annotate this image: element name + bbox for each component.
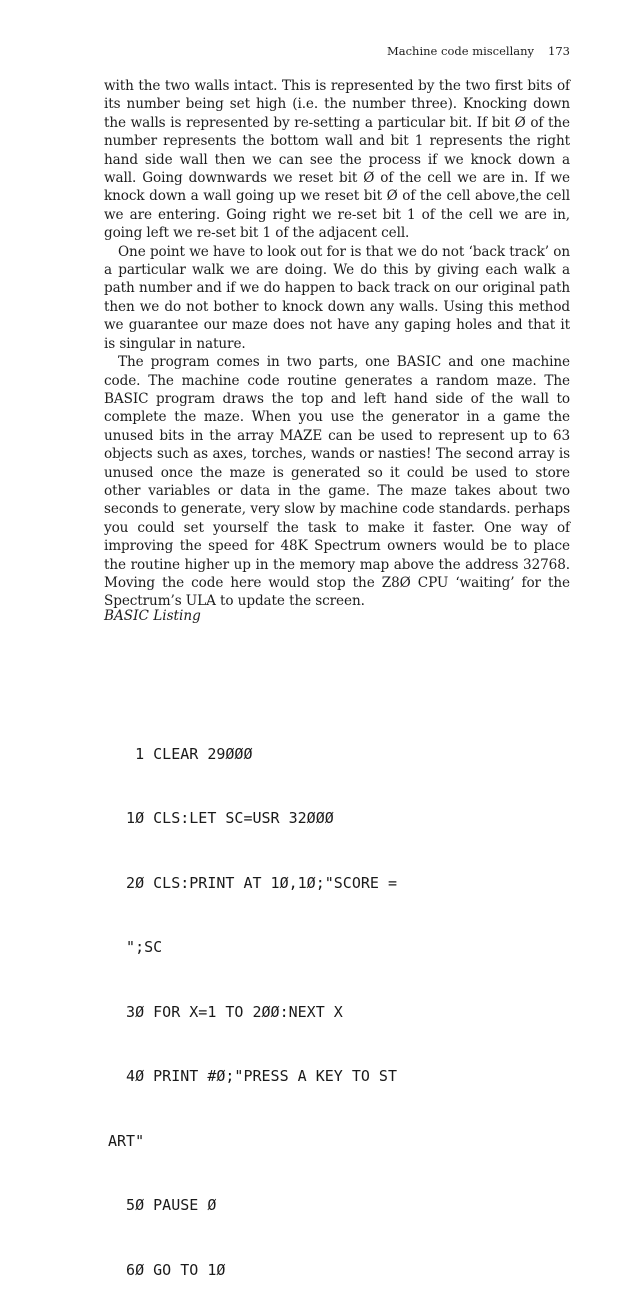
listing-caption: BASIC Listing [104,608,201,624]
listing-line: 3Ø FOR X=1 TO 2ØØ:NEXT X [108,1002,343,1021]
page-number: 173 [548,44,570,58]
listing-spacer [108,679,397,701]
paragraph-program-parts: The program comes in two parts, one BASIC and one machine code. The machine code routine generates a random maze. The BASIC program draws the top and left hand side of the wall to complete the maze. When you use the generator in a game the unused bits in the array MAZE can be used to represent up to 63 objects such as axes, torches, wands or nasties! The second array is unused once the maze is generated so it could be used to store other variables or data in the game. The maze takes about two seconds to generate, very slow by machine code standards. perhaps you could set yourself the task to make it faster. One way of improving the speed for 48K Spectrum owners would be to place the routine higher up in the memory map above the address 32768. Moving the code here would stop the Z8Ø CPU ‘waiting’ for the Spectrum’s ULA to update the screen. [104,354,570,610]
paragraph-continuation: with the two walls intact. This is represented by the two first bits of its number being set high (i.e. the number three). Knocking down the walls is represented by re-setting a particular bit. If bit Ø of the number represents the bottom wall and bit 1 represents the right hand side wall then we can see the process if we knock down a wall. Going downwards we reset bit Ø of the cell we are in. If we knock down a wall going up we reset bit Ø of the cell above,the cell we are entering. Going right we re-set bit 1 of the cell we are in, going left we re-set bit 1 of the adjacent cell. [104,78,570,242]
basic-listing [108,636,397,1303]
listing-line: 5Ø PAUSE Ø [108,1196,217,1214]
paragraph-back-track: One point we have to look out for is that we do not ‘back track’ on a particular walk we are doing. We do this by giving each walk a path number and if we do happen to back track on our original path then we do not bother to knock down any walls. Using this method we guarantee our maze does not have any gaping holes and that it is singular in nature. [104,243,570,352]
running-header [387,44,570,58]
listing-line: 1Ø CLS:LET SC=USR 32ØØØ [108,809,334,827]
listing-line: 1 CLEAR 29ØØØ [108,744,253,763]
running-header-title: Machine code miscellany [386,44,535,58]
listing-line: ART" [108,1131,145,1150]
listing-line: 6Ø GO TO 1Ø [108,1260,226,1279]
body-text [104,77,570,611]
listing-line: ";SC [108,938,163,956]
listing-line: 4Ø PRINT #Ø;"PRESS A KEY TO ST [108,1067,397,1085]
listing-line: 2Ø CLS:PRINT AT 1Ø,1Ø;"SCORE = [108,873,397,892]
